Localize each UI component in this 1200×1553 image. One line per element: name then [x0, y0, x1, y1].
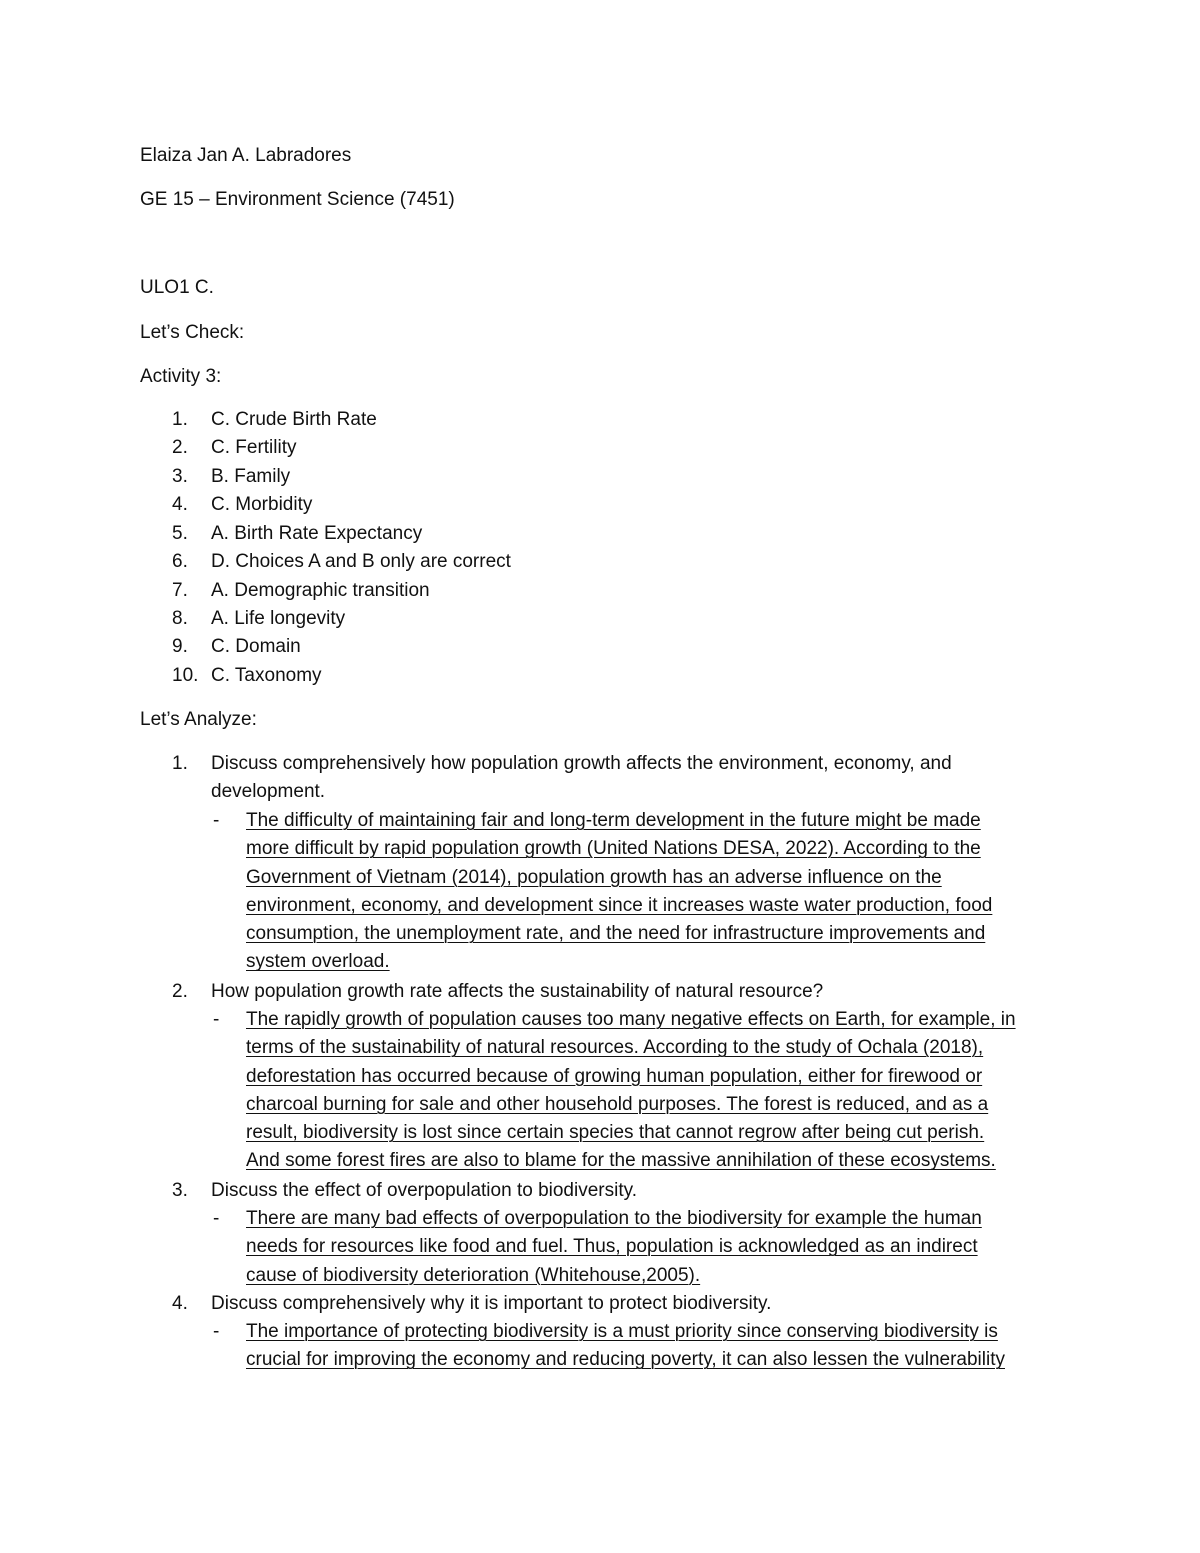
question-number: 1. [172, 753, 188, 774]
list-item: A. Life longevity [211, 608, 346, 629]
question-text: How population growth rate affects the sustainability of natural resource? [211, 981, 824, 1002]
list-item-number: 10. [172, 665, 199, 686]
list-item: D. Choices A and B only are correct [211, 551, 511, 572]
question-number: 4. [172, 1293, 188, 1314]
list-item: A. Birth Rate Expectancy [211, 523, 423, 544]
list-item-number: 7. [172, 580, 188, 601]
list-item-number: 9. [172, 636, 188, 657]
question-text: Discuss the effect of overpopulation to biodiversity. [211, 1180, 637, 1201]
activity-heading: Activity 3: [140, 366, 222, 387]
answer-text: The importance of protecting biodiversity is a must priority since conserving biodiversity is crucial for improving the economy and reducing poverty, it can also lessen the vulnerability [246, 1321, 1005, 1371]
list-item: C. Morbidity [211, 494, 313, 515]
answer-dash: - [213, 1009, 220, 1030]
analyze-heading: Let’s Analyze: [140, 709, 257, 730]
list-item: A. Demographic transition [211, 580, 430, 601]
list-item: C. Taxonomy [211, 665, 322, 686]
list-item-number: 5. [172, 523, 188, 544]
author-name: Elaiza Jan A. Labradores [140, 145, 352, 166]
list-item-number: 4. [172, 494, 188, 515]
list-item: B. Family [211, 466, 291, 487]
answer-text: The difficulty of maintaining fair and long-term development in the future might be made more difficult by rapid population growth (United Nations DESA, 2022). According to the Government of Vietnam (2014), population growth has an adverse influence on the environment, economy, and development since it increases waste water production, food consumption, the unemployment rate, and the need for infrastructure improvements and system overload. [246, 810, 993, 973]
list-item: C. Domain [211, 636, 301, 657]
list-item-number: 1. [172, 409, 188, 430]
question-number: 3. [172, 1180, 188, 1201]
list-item-number: 3. [172, 466, 188, 487]
answer-dash: - [213, 1321, 220, 1342]
answer-dash: - [213, 1208, 220, 1229]
question-text: Discuss comprehensively why it is important to protect biodiversity. [211, 1293, 772, 1314]
answer-text: There are many bad effects of overpopulation to the biodiversity for example the human needs for resources like food and fuel. Thus, population is acknowledged as an indirect cause of biodiversity deterioration (Whitehouse,2005). [246, 1208, 982, 1286]
question-number: 2. [172, 981, 188, 1002]
course-title: GE 15 – Environment Science (7451) [140, 189, 455, 210]
list-item-number: 6. [172, 551, 188, 572]
unit-label: ULO1 C. [140, 277, 214, 298]
question-text: Discuss comprehensively how population growth affects the environment, economy, and development. [211, 753, 952, 803]
list-item: C. Crude Birth Rate [211, 409, 377, 430]
answer-dash: - [213, 810, 220, 831]
check-heading: Let’s Check: [140, 322, 245, 343]
list-item-number: 2. [172, 437, 188, 458]
list-item: C. Fertility [211, 437, 297, 458]
answer-text: The rapidly growth of population causes too many negative effects on Earth, for example, in terms of the sustainability of natural resources. According to the study of Ochala (2018), deforestation has occurred because of growing human population, either for firewood or charcoal burning for sale and other household purposes. The forest is reduced, and as a result, biodiversity is lost since certain species that cannot regrow after being cut perish. And some forest fires are also to blame for the massive annihilation of these ecosystems. [246, 1009, 1016, 1172]
list-item-number: 8. [172, 608, 188, 629]
